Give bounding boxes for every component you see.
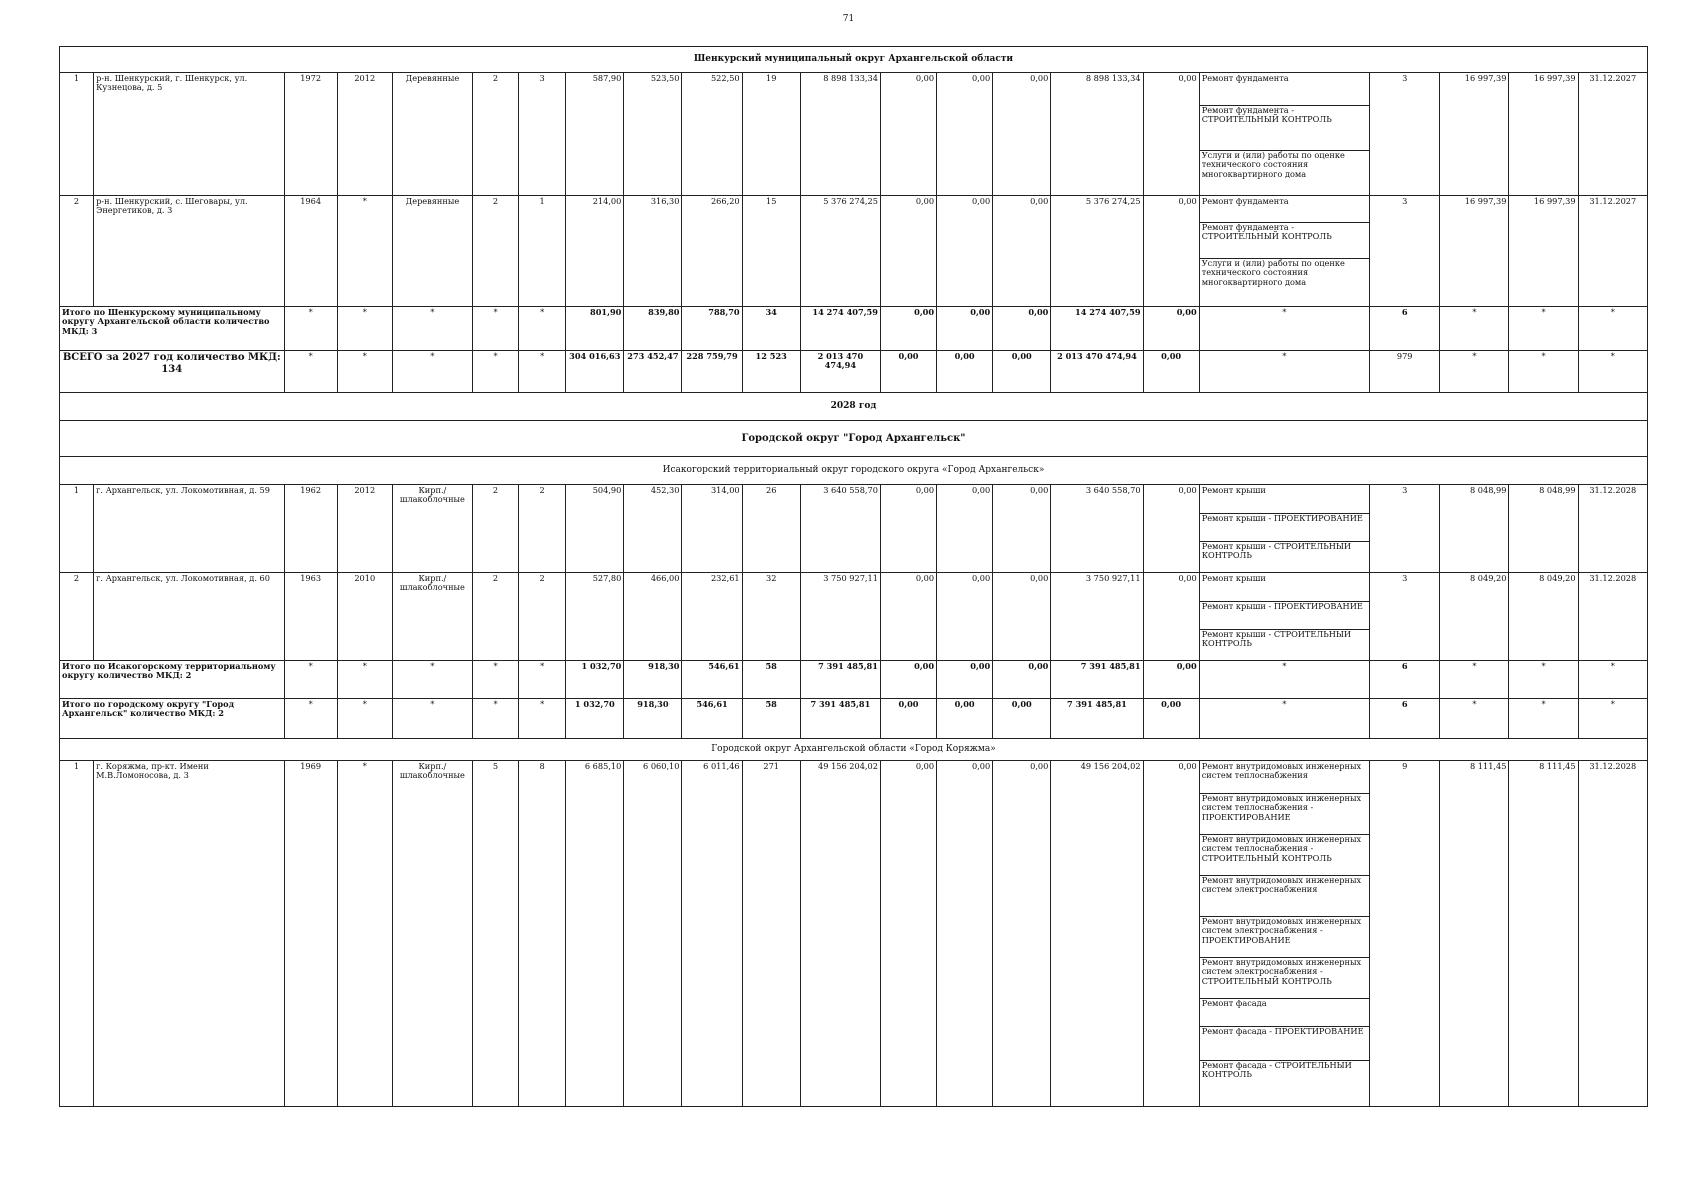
max-unit-cost: 16 997,39: [1509, 73, 1578, 196]
empty-mark: *: [1578, 307, 1647, 351]
section-header-row: [60, 421, 1648, 457]
works-count: 979: [1370, 351, 1440, 393]
work-item: Ремонт внутридомовых инженерных систем электроснабжения - ПРОЕКТИРОВАНИЕ: [1200, 917, 1369, 958]
entrances: 3: [519, 73, 566, 196]
empty-mark: *: [337, 307, 392, 351]
year-last-repair: *: [337, 761, 392, 1107]
unit-cost: 16 997,39: [1440, 196, 1509, 307]
empty-mark: *: [337, 661, 392, 699]
fund-local: 0,00: [993, 699, 1051, 739]
residents: 15: [742, 196, 800, 307]
wall-material: Кирп./ шлакоблочные: [392, 761, 472, 1107]
entrances: 2: [519, 485, 566, 573]
empty-mark: *: [337, 699, 392, 739]
fund-owners: 7 391 485,81: [1051, 661, 1143, 699]
completion-date: 31.12.2028: [1578, 485, 1647, 573]
fund-regional: 0,00: [937, 573, 993, 661]
work-item: Ремонт крыши: [1200, 574, 1369, 602]
total-cost: 8 898 133,34: [800, 73, 880, 196]
premises-area: 839,80: [624, 307, 682, 351]
work-item: Ремонт крыши - СТРОИТЕЛЬНЫЙ КОНТРОЛЬ: [1201, 629, 1352, 649]
work-item: Ремонт внутридомовых инженерных систем электроснабжения: [1200, 876, 1369, 917]
work-item: Ремонт внутридомовых инженерных систем теплоснабжения: [1200, 762, 1369, 794]
works-count: 3: [1370, 485, 1440, 573]
empty-mark: *: [472, 661, 518, 699]
work-item: Ремонт фундамента - СТРОИТЕЛЬНЫЙ КОНТРОЛЬ: [1200, 106, 1369, 151]
year-built: 1972: [284, 73, 337, 196]
work-item: Услуги и (или) работы по оценке технического состояния многоквартирного дома: [1201, 150, 1345, 179]
premises-area: 918,30: [624, 661, 682, 699]
fund-local: 0,00: [993, 73, 1051, 196]
floors: 5: [472, 761, 518, 1107]
fund-federal: 0,00: [880, 573, 936, 661]
table-row: [60, 761, 1648, 1107]
total-area: 304 016,63: [566, 351, 624, 393]
total-area: 801,90: [566, 307, 624, 351]
fund-owners: 7 391 485,81: [1051, 699, 1143, 739]
work-item: Ремонт фасада - ПРОЕКТИРОВАНИЕ: [1200, 1027, 1369, 1061]
fund-federal: 0,00: [880, 699, 936, 739]
wall-material: Деревянные: [392, 73, 472, 196]
subtotal-label: Итого по городскому округу "Город Архангельск" количество МКД: 2: [60, 699, 285, 739]
total-cost: 3 750 927,11: [800, 573, 880, 661]
fund-local: 0,00: [993, 196, 1051, 307]
total-cost: 49 156 204,02: [800, 761, 880, 1107]
empty-mark: *: [1199, 699, 1369, 739]
table-row: [60, 485, 1648, 573]
empty-mark: *: [1440, 699, 1509, 739]
works-count: 9: [1370, 761, 1440, 1107]
year-last-repair: 2012: [337, 485, 392, 573]
residents: 271: [742, 761, 800, 1107]
work-item: Ремонт фасада: [1200, 999, 1369, 1027]
fund-other: 0,00: [1143, 351, 1199, 393]
fund-other: 0,00: [1143, 196, 1199, 307]
fund-other: 0,00: [1143, 485, 1199, 573]
total-area: 1 032,70: [566, 699, 624, 739]
fund-regional: 0,00: [937, 196, 993, 307]
empty-mark: *: [1199, 351, 1369, 393]
total-area: 587,90: [566, 73, 624, 196]
grand-total-label: ВСЕГО за 2027 год количество МКД: 134: [60, 351, 285, 393]
grand-total-row: [60, 351, 1648, 393]
premises-area: 466,00: [624, 573, 682, 661]
table-row: [60, 196, 1648, 307]
fund-regional: 0,00: [937, 485, 993, 573]
premises-area: 523,50: [624, 73, 682, 196]
empty-mark: *: [284, 699, 337, 739]
fund-other: 0,00: [1143, 573, 1199, 661]
subtotal-row: [60, 307, 1648, 351]
work-item: Услуги и (или) работы по оценке технического состояния многоквартирного дома: [1201, 258, 1345, 287]
residents: 32: [742, 573, 800, 661]
fund-owners: 49 156 204,02: [1051, 761, 1143, 1107]
max-unit-cost: 8 048,99: [1509, 485, 1578, 573]
year-last-repair: *: [337, 196, 392, 307]
floors: 2: [472, 73, 518, 196]
total-cost: 3 640 558,70: [800, 485, 880, 573]
max-unit-cost: 8 049,20: [1509, 573, 1578, 661]
works-list: [1199, 73, 1369, 196]
empty-mark: *: [1578, 661, 1647, 699]
page-number: 71: [842, 14, 855, 24]
total-area: 1 032,70: [566, 661, 624, 699]
completion-date: 31.12.2027: [1578, 73, 1647, 196]
floors: 2: [472, 196, 518, 307]
premises-area: 452,30: [624, 485, 682, 573]
work-item: Ремонт фундамента: [1200, 197, 1369, 223]
section-header-row: [60, 393, 1648, 421]
section-header-row: [60, 739, 1648, 761]
works-count: 3: [1370, 573, 1440, 661]
empty-mark: *: [1578, 699, 1647, 739]
residents: 34: [742, 307, 800, 351]
fund-federal: 0,00: [880, 73, 936, 196]
year-last-repair: 2012: [337, 73, 392, 196]
empty-mark: *: [519, 661, 566, 699]
empty-mark: *: [392, 661, 472, 699]
total-cost: 14 274 407,59: [800, 307, 880, 351]
residential-area: 6 011,46: [682, 761, 742, 1107]
residents: 58: [742, 661, 800, 699]
section-title-arkhangelsk: Городской округ "Город Архангельск": [60, 421, 1648, 457]
floors: 2: [472, 485, 518, 573]
works-count: 6: [1370, 699, 1440, 739]
work-item: Ремонт внутридомовых инженерных систем электроснабжения - СТРОИТЕЛЬНЫЙ КОНТРОЛЬ: [1200, 958, 1369, 999]
row-number: 1: [60, 485, 94, 573]
completion-date: 31.12.2027: [1578, 196, 1647, 307]
empty-mark: *: [392, 351, 472, 393]
total-area: 527,80: [566, 573, 624, 661]
residential-area: 228 759,79: [682, 351, 742, 393]
work-item: Ремонт внутридомовых инженерных систем теплоснабжения - ПРОЕКТИРОВАНИЕ: [1200, 794, 1369, 835]
max-unit-cost: 16 997,39: [1509, 196, 1578, 307]
empty-mark: *: [1509, 699, 1578, 739]
fund-owners: 14 274 407,59: [1051, 307, 1143, 351]
year-built: 1969: [284, 761, 337, 1107]
unit-cost: 8 111,45: [1440, 761, 1509, 1107]
total-cost: 7 391 485,81: [800, 661, 880, 699]
year-built: 1963: [284, 573, 337, 661]
fund-other: 0,00: [1143, 73, 1199, 196]
section-title-isakogorsk: Исакогорский территориальный округ городского округа «Город Архангельск»: [60, 457, 1648, 485]
residents: 12 523: [742, 351, 800, 393]
section-header-row: [60, 47, 1648, 73]
subtotal-label: Итого по Шенкурскому муниципальному округу Архангельской области количество МКД: 3: [60, 307, 285, 351]
subtotal-row: [60, 661, 1648, 699]
fund-local: 0,00: [993, 661, 1051, 699]
premises-area: 316,30: [624, 196, 682, 307]
empty-mark: *: [1199, 661, 1369, 699]
year-last-repair: 2010: [337, 573, 392, 661]
empty-mark: *: [1509, 351, 1578, 393]
total-area: 6 685,10: [566, 761, 624, 1107]
work-item: Ремонт внутридомовых инженерных систем теплоснабжения - СТРОИТЕЛЬНЫЙ КОНТРОЛЬ: [1200, 835, 1369, 876]
residential-area: 522,50: [682, 73, 742, 196]
residential-area: 314,00: [682, 485, 742, 573]
subtotal-row: [60, 699, 1648, 739]
residential-area: 788,70: [682, 307, 742, 351]
total-cost: 2 013 470 474,94: [800, 351, 880, 393]
fund-federal: 0,00: [880, 196, 936, 307]
work-item: Ремонт крыши - СТРОИТЕЛЬНЫЙ КОНТРОЛЬ: [1201, 541, 1352, 561]
max-unit-cost: 8 111,45: [1509, 761, 1578, 1107]
address: г. Коряжма, пр-кт. Имени М.В.Ломоносова, д. 3: [94, 761, 284, 1107]
entrances: 1: [519, 196, 566, 307]
row-number: 2: [60, 573, 94, 661]
unit-cost: 8 048,99: [1440, 485, 1509, 573]
table-row: [60, 73, 1648, 196]
fund-regional: 0,00: [937, 307, 993, 351]
unit-cost: 8 049,20: [1440, 573, 1509, 661]
residents: 58: [742, 699, 800, 739]
fund-other: 0,00: [1143, 699, 1199, 739]
fund-owners: 2 013 470 474,94: [1051, 351, 1143, 393]
works-list: [1199, 485, 1369, 573]
premises-area: 6 060,10: [624, 761, 682, 1107]
work-item: Ремонт фундамента - СТРОИТЕЛЬНЫЙ КОНТРОЛЬ: [1200, 223, 1369, 259]
address: р-н. Шенкурский, г. Шенкурск, ул. Кузнецова, д. 5: [94, 73, 284, 196]
works-list: [1199, 761, 1369, 1107]
residents: 19: [742, 73, 800, 196]
year-built: 1962: [284, 485, 337, 573]
fund-local: 0,00: [993, 351, 1051, 393]
fund-regional: 0,00: [937, 351, 993, 393]
works-count: 3: [1370, 73, 1440, 196]
section-header-row: [60, 457, 1648, 485]
work-item: Ремонт крыши: [1200, 486, 1369, 514]
works-list: [1199, 573, 1369, 661]
total-area: 504,90: [566, 485, 624, 573]
premises-area: 273 452,47: [624, 351, 682, 393]
fund-other: 0,00: [1143, 307, 1199, 351]
row-number: 1: [60, 761, 94, 1107]
works-count: 6: [1370, 307, 1440, 351]
residential-area: 266,20: [682, 196, 742, 307]
fund-regional: 0,00: [937, 699, 993, 739]
fund-federal: 0,00: [880, 307, 936, 351]
year-built: 1964: [284, 196, 337, 307]
empty-mark: *: [284, 307, 337, 351]
fund-owners: 5 376 274,25: [1051, 196, 1143, 307]
empty-mark: *: [337, 351, 392, 393]
residential-area: 546,61: [682, 661, 742, 699]
premises-area: 918,30: [624, 699, 682, 739]
empty-mark: *: [472, 307, 518, 351]
empty-mark: *: [1440, 307, 1509, 351]
fund-owners: 3 640 558,70: [1051, 485, 1143, 573]
total-cost: 7 391 485,81: [800, 699, 880, 739]
empty-mark: *: [284, 351, 337, 393]
capital-repair-register-table: [59, 46, 1648, 1107]
work-item: Ремонт фасада - СТРОИТЕЛЬНЫЙ КОНТРОЛЬ: [1201, 1060, 1352, 1080]
works-count: 6: [1370, 661, 1440, 699]
completion-date: 31.12.2028: [1578, 761, 1647, 1107]
fund-other: 0,00: [1143, 761, 1199, 1107]
entrances: 2: [519, 573, 566, 661]
year-title: 2028 год: [60, 393, 1648, 421]
fund-owners: 3 750 927,11: [1051, 573, 1143, 661]
empty-mark: *: [519, 699, 566, 739]
work-item: Ремонт крыши - ПРОЕКТИРОВАНИЕ: [1200, 514, 1369, 542]
empty-mark: *: [1199, 307, 1369, 351]
empty-mark: *: [1509, 661, 1578, 699]
empty-mark: *: [472, 699, 518, 739]
empty-mark: *: [284, 661, 337, 699]
empty-mark: *: [392, 699, 472, 739]
fund-federal: 0,00: [880, 761, 936, 1107]
fund-local: 0,00: [993, 573, 1051, 661]
row-number: 1: [60, 73, 94, 196]
fund-federal: 0,00: [880, 351, 936, 393]
entrances: 8: [519, 761, 566, 1107]
empty-mark: *: [1440, 661, 1509, 699]
fund-local: 0,00: [993, 307, 1051, 351]
fund-federal: 0,00: [880, 661, 936, 699]
unit-cost: 16 997,39: [1440, 73, 1509, 196]
empty-mark: *: [1509, 307, 1578, 351]
works-list: [1199, 196, 1369, 307]
residential-area: 546,61: [682, 699, 742, 739]
empty-mark: *: [519, 351, 566, 393]
fund-regional: 0,00: [937, 761, 993, 1107]
address: г. Архангельск, ул. Локомотивная, д. 60: [94, 573, 284, 661]
total-cost: 5 376 274,25: [800, 196, 880, 307]
empty-mark: *: [392, 307, 472, 351]
residential-area: 232,61: [682, 573, 742, 661]
empty-mark: *: [519, 307, 566, 351]
address: г. Архангельск, ул. Локомотивная, д. 59: [94, 485, 284, 573]
empty-mark: *: [472, 351, 518, 393]
fund-local: 0,00: [993, 485, 1051, 573]
address: р-н. Шенкурский, с. Шеговары, ул. Энергетиков, д. 3: [94, 196, 284, 307]
empty-mark: *: [1578, 351, 1647, 393]
section-title-koryazhma: Городской округ Архангельской области «Город Коряжма»: [60, 739, 1648, 761]
work-item: Ремонт фундамента: [1200, 74, 1369, 106]
wall-material: Деревянные: [392, 196, 472, 307]
subtotal-label: Итого по Исакогорскому территориальному округу количество МКД: 2: [60, 661, 285, 699]
fund-other: 0,00: [1143, 661, 1199, 699]
works-count: 3: [1370, 196, 1440, 307]
total-area: 214,00: [566, 196, 624, 307]
fund-regional: 0,00: [937, 73, 993, 196]
residents: 26: [742, 485, 800, 573]
section-title-shenkursk: Шенкурский муниципальный округ Архангельской области: [60, 47, 1648, 73]
row-number: 2: [60, 196, 94, 307]
fund-owners: 8 898 133,34: [1051, 73, 1143, 196]
fund-local: 0,00: [993, 761, 1051, 1107]
empty-mark: *: [1440, 351, 1509, 393]
floors: 2: [472, 573, 518, 661]
table-row: [60, 573, 1648, 661]
completion-date: 31.12.2028: [1578, 573, 1647, 661]
fund-regional: 0,00: [937, 661, 993, 699]
wall-material: Кирп./ шлакоблочные: [392, 573, 472, 661]
wall-material: Кирп./ шлакоблочные: [392, 485, 472, 573]
work-item: Ремонт крыши - ПРОЕКТИРОВАНИЕ: [1200, 602, 1369, 630]
fund-federal: 0,00: [880, 485, 936, 573]
